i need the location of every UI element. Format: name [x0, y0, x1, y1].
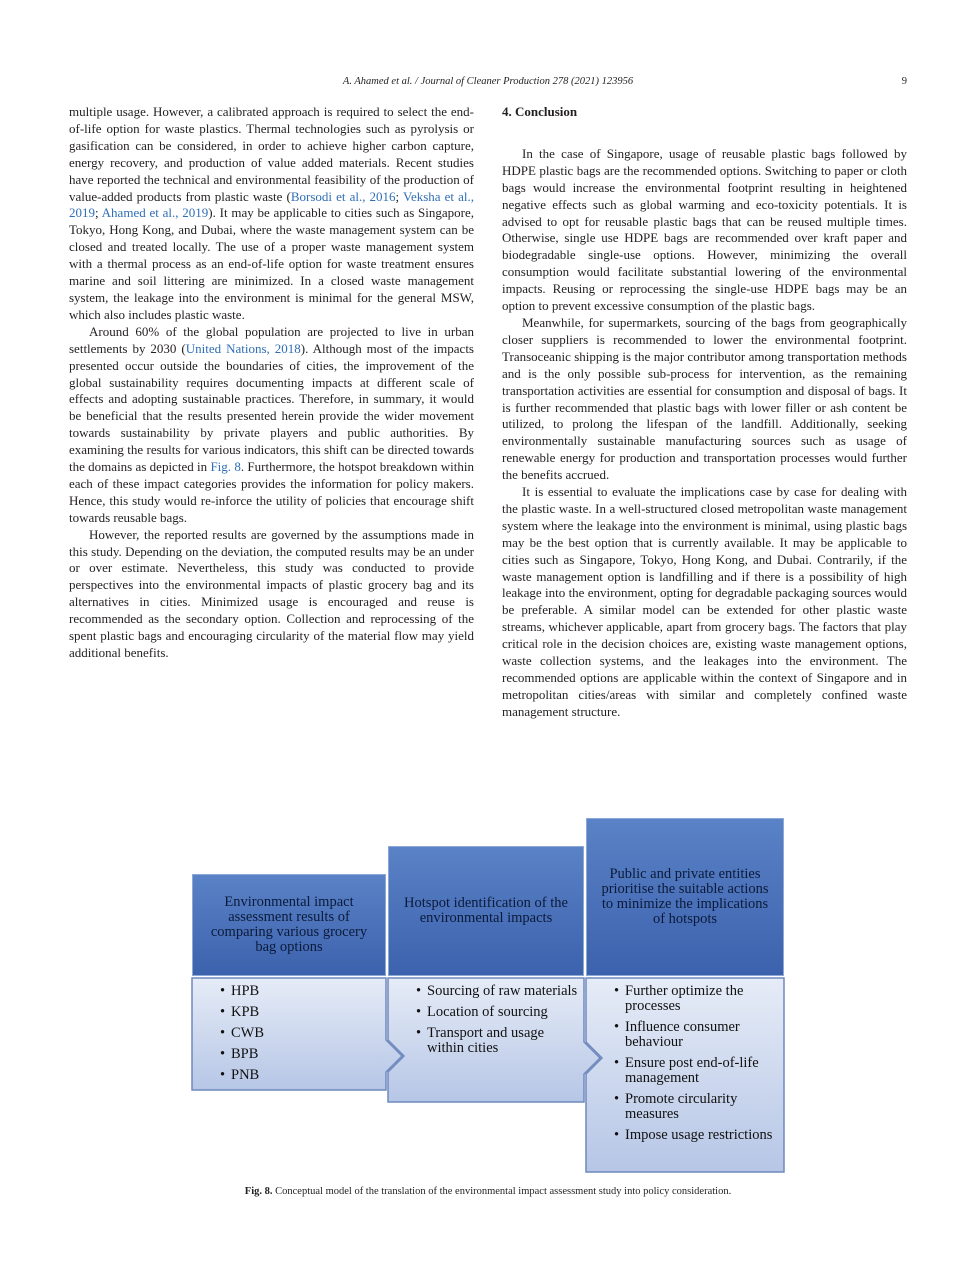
caption-text: Conceptual model of the translation of the environmental impact assessment study into policy consideration.: [272, 1186, 732, 1197]
list-item: • Impose usage restrictions: [614, 1128, 780, 1143]
figure-caption: [69, 1186, 907, 1197]
list-item: • PNB: [220, 1068, 380, 1083]
citation-link[interactable]: United Nations, 2018: [185, 340, 301, 356]
paragraph: It is essential to evaluate the implications case by case for dealing with the plastic waste. In a well-structured closed metropolitan waste management system where the leakage into the environment is minimal, using plastic bags may be the best option that is currently available. It may be applicable to cities such as Singapore, Tokyo, Hong Kong, and Dubai. Contrarily, if the waste management option is landfilling and if there is a possibility of high leakage into the environment, opting for degradable packaging sources would be preferable. A similar model can be extended for other plastic waste streams, whichever applicable, apart from grocery bags. The factors that play critical role in the decision choices are, existing waste management options, waste collection systems, and the leakages into the environment. The recommended options are applicable within the context of Singapore and in metropolitan cities/areas with similar and completely confined waste management structure.: [502, 484, 907, 719]
list-item: • Ensure post end-of-life management: [614, 1056, 780, 1086]
text: ). It may be applicable to cities such as Singapore, Tokyo, Hong Kong, and Dubai, where the waste management system can be closed and treated locally. The use of a proper waste management system with a thermal process as an end-of-life option for waste treatment ensures marine and soil littering are minimized. In a closed waste management system, the leakage into the environment is minimal for the general MSW, which also includes plastic waste.: [69, 205, 474, 322]
citation-link[interactable]: Ahamed et al., 2019: [101, 205, 209, 221]
text: ;: [395, 188, 403, 204]
box-title: Environmental impact assessment results of comparing various grocery bag options: [210, 894, 368, 955]
list-item: • KPB: [220, 1005, 380, 1020]
right-column: [502, 104, 907, 721]
list-item: • Further optimize the processes: [614, 984, 780, 1014]
box-title: Public and private entities prioritise the suitable actions to minimize the implications of hotspots: [601, 866, 769, 927]
caption-label: Fig. 8.: [244, 1186, 273, 1197]
list-item: • Transport and usage within cities: [416, 1026, 578, 1056]
journal-citation: A. Ahamed et al. / Journal of Cleaner Production 278 (2021) 123956: [342, 76, 634, 87]
list-item: • Promote circularity measures: [614, 1092, 780, 1122]
assessment-results-box: [192, 874, 386, 976]
list-item: • Influence consumer behaviour: [614, 1020, 780, 1050]
bag-options-list: [220, 984, 380, 1089]
text: Around 60% of the global population are projected to live in urban settlements by 2030 (: [69, 323, 474, 356]
list-item: • Location of sourcing: [416, 1005, 578, 1020]
text: ;: [95, 205, 102, 221]
text: ). Although most of the impacts presented occur outside the boundaries of cities, the improvement of the global sustainability requires documenting impacts at different scale of effects and adopting sustainable practices. Therefore, in summary, it would be beneficial that the results presented herein provide the wider movement towards sustainability by private players and public authorities. By examining the results for various indicators, this shift can be directed towards the domains as depicted in: [69, 340, 474, 475]
actions-list: [614, 984, 780, 1149]
left-column: [69, 104, 474, 662]
text: . Furthermore, the hotspot breakdown within each of these impact categories provides the information for policy makers. Hence, this study would re-inforce the utility of policies that encourage shift towards reusable bags.: [69, 459, 474, 525]
hotspot-identification-box: [388, 846, 584, 976]
box-title: Hotspot identification of the environmental impacts: [404, 895, 568, 926]
paragraph: However, the reported results are governed by the assumptions made in this study. Depending on the deviation, the computed results may be an under or over estimate. Nevertheless, this study was conducted to provide perspectives into the environmental impacts of plastic grocery bag and its alternatives in cities. Minimized usage is encouraged and reuse is recommended as the secondary option. Collection and reprocessing of the spent plastic bags and encouraging circularity of the material flow may yield additional benefits.: [69, 526, 474, 660]
list-item: • BPB: [220, 1047, 380, 1062]
paragraph: Meanwhile, for supermarkets, sourcing of the bags from geographically closer suppliers is recommended to lower the environmental footprint. Transoceanic shipping is the major contributor among transportation methods and is the only possible sub-process for intervention, as the remaining transportation activities are essential for consumption and disposal of bags. It is further recommended that plastic bags with lower filler or ash content be utilized, to prolong the lifespan of the landfill. Additionally, seeking environmentally sustainable manufacturing sources such as usage of renewable energy for production and transportation processes would further the benefits accrued.: [502, 314, 907, 483]
paragraph: [69, 104, 474, 324]
list-item: • CWB: [220, 1026, 380, 1041]
paragraph: In the case of Singapore, usage of reusable plastic bags followed by HDPE plastic bags are the recommended options. Switching to paper or cloth bags would increase the environmental footprint resulting in heightened negative effects such as global warming and eco-toxicity potentials. It is advised to opt for reusable plastic bags that can be reused multiple times. Otherwise, single use HDPE bags are recommended over kraft paper and biodegradable single-use options. However, minimizing the overall consumption would facilitate substantial lowering of the environmental impacts. Reusing or reprocessing the single-use HDPE bags may be an option to prevent excessive consumption of the plastic bags.: [502, 145, 907, 314]
list-item: • HPB: [220, 984, 380, 999]
section-title: 4. Conclusion: [502, 104, 578, 119]
hotspot-list: [416, 984, 578, 1062]
running-header: [69, 76, 907, 92]
text: multiple usage. However, a calibrated approach is required to select the end-of-life option for waste plastics. Thermal technologies such as pyrolysis or gasification can be considered, in order to achieve higher carbon capture, energy recovery, and production of value added materials. Recent studies have reported the technical and environmental feasibility of the production of value-added products from plastic waste (: [69, 104, 474, 204]
figure-link[interactable]: Fig. 8: [210, 459, 241, 475]
paragraph: [69, 324, 474, 527]
citation-link[interactable]: Veksha et al., 2019: [69, 188, 474, 221]
policy-actions-box: [586, 818, 784, 976]
citation-link[interactable]: Borsodi et al., 2016: [290, 188, 396, 204]
page-number: 9: [901, 76, 907, 87]
list-item: • Sourcing of raw materials: [416, 984, 578, 999]
figure-8-diagram: [190, 818, 786, 1174]
